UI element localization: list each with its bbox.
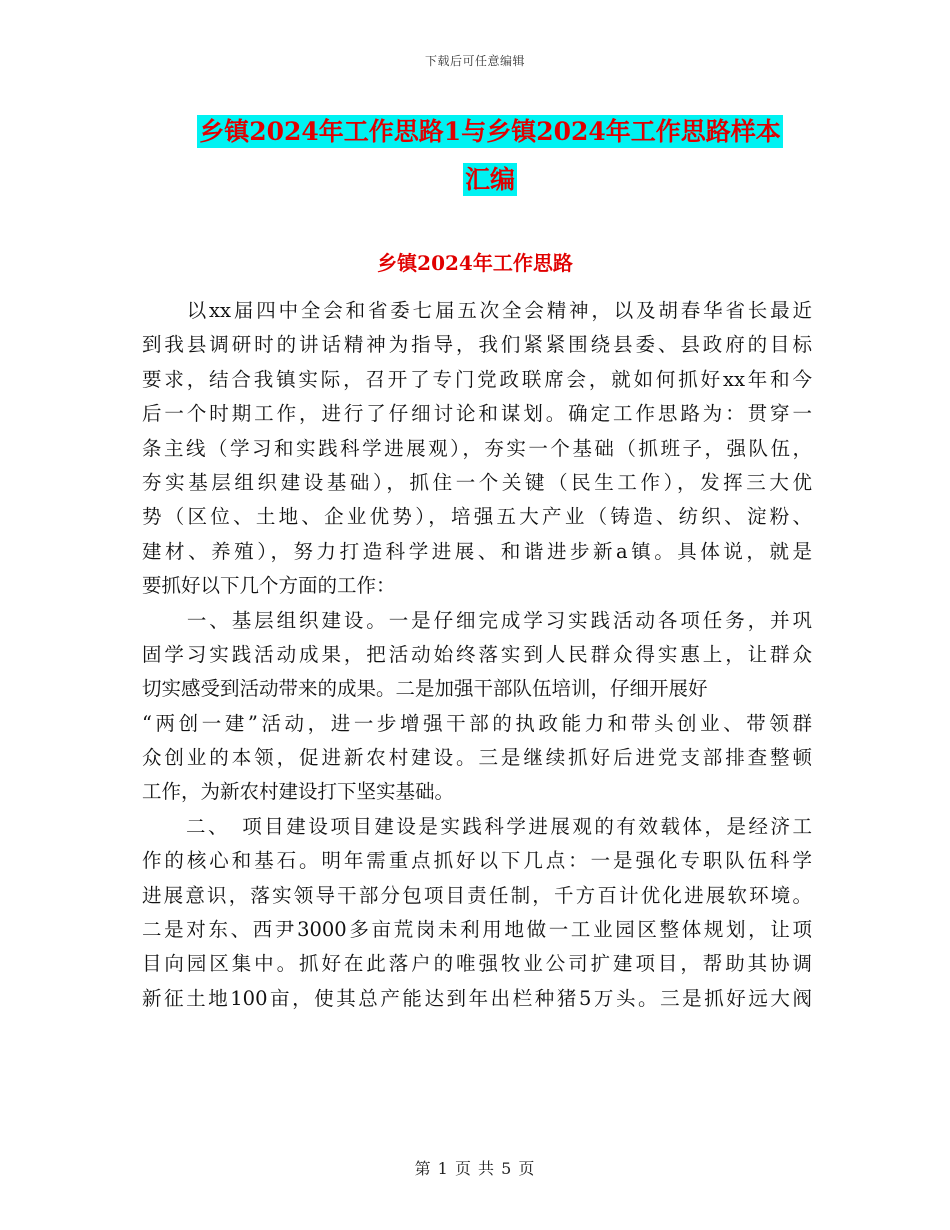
text-line: 二是对东、西尹3000多亩荒岗未利用地做一工业园区整体规划，让项 [142,918,812,942]
document-title-line-2: 汇编 [464,165,515,194]
text-line: 到我县调研时的讲话精神为指导，我们紧紧围绕县委、县政府的目标 [142,333,812,357]
body-text [142,294,812,1016]
text-line: 固学习实践活动成果，把活动始终落实到人民群众得实惠上，让群众 [142,642,812,666]
text-line: 势（区位、土地、企业优势），培强五大产业（铸造、纺织、淀粉、 [142,505,812,529]
text-line: 一、基层组织建设。一是仔细完成学习实践活动各项任务，并巩 [142,608,812,632]
text-line: 工作，为新农村建设打下坚实基础。 [142,780,455,804]
text-line: 以xx届四中全会和省委七届五次全会精神，以及胡春华省长最近 [142,299,812,322]
text-line: 切实感受到活动带来的成果。二是加强干部队伍培训，仔细开展好 [142,677,708,701]
text-line: 后一个时期工作，进行了仔细讨论和谋划。确定工作思路为：贯穿一 [142,402,812,426]
text-line: 条主线（学习和实践科学进展观），夯实一个基础（抓班子，强队伍， [142,436,812,460]
text-line: 作的核心和基石。明年需重点抓好以下几点：一是强化专职队伍科学 [142,849,812,873]
text-line: 夯实基层组织建设基础），抓住一个关键（民生工作），发挥三大优 [142,470,812,494]
text-line: 二、 项目建设项目建设是实践科学进展观的有效载体，是经济工 [142,814,812,838]
page-footer: 第 1 页 共 5 页 [414,1159,536,1178]
text-line: 建材、养殖），努力打造科学进展、和谐进步新a镇。具体说，就是 [142,539,812,563]
section-title: 乡镇2024年工作思路 [377,251,573,275]
text-line: 众创业的本领，促进新农村建设。三是继续抓好后进党支部排查整顿 [142,746,812,770]
text-line: 新征土地100亩，使其总产能达到年出栏种猪5万头。三是抓好远大阀 [142,986,812,1010]
text-line: 目向园区集中。抓好在此落户的唯强牧业公司扩建项目，帮助其协调 [142,952,812,976]
text-line: “两创一建”活动，进一步增强干部的执政能力和带头创业、带领群 [142,711,812,735]
text-line: 要抓好以下几个方面的工作： [142,574,396,598]
page-header-note: 下载后可任意编辑 [424,54,525,68]
document-title-line-1: 乡镇2024年工作思路1与乡镇2024年工作思路样本 [199,117,781,146]
text-line: 要求，结合我镇实际，召开了专门党政联席会，就如何抓好xx年和今 [142,367,812,391]
document-title [140,108,840,204]
text-line: 进展意识，落实领导干部分包项目责任制，千方百计优化进展软环境。 [142,883,812,907]
